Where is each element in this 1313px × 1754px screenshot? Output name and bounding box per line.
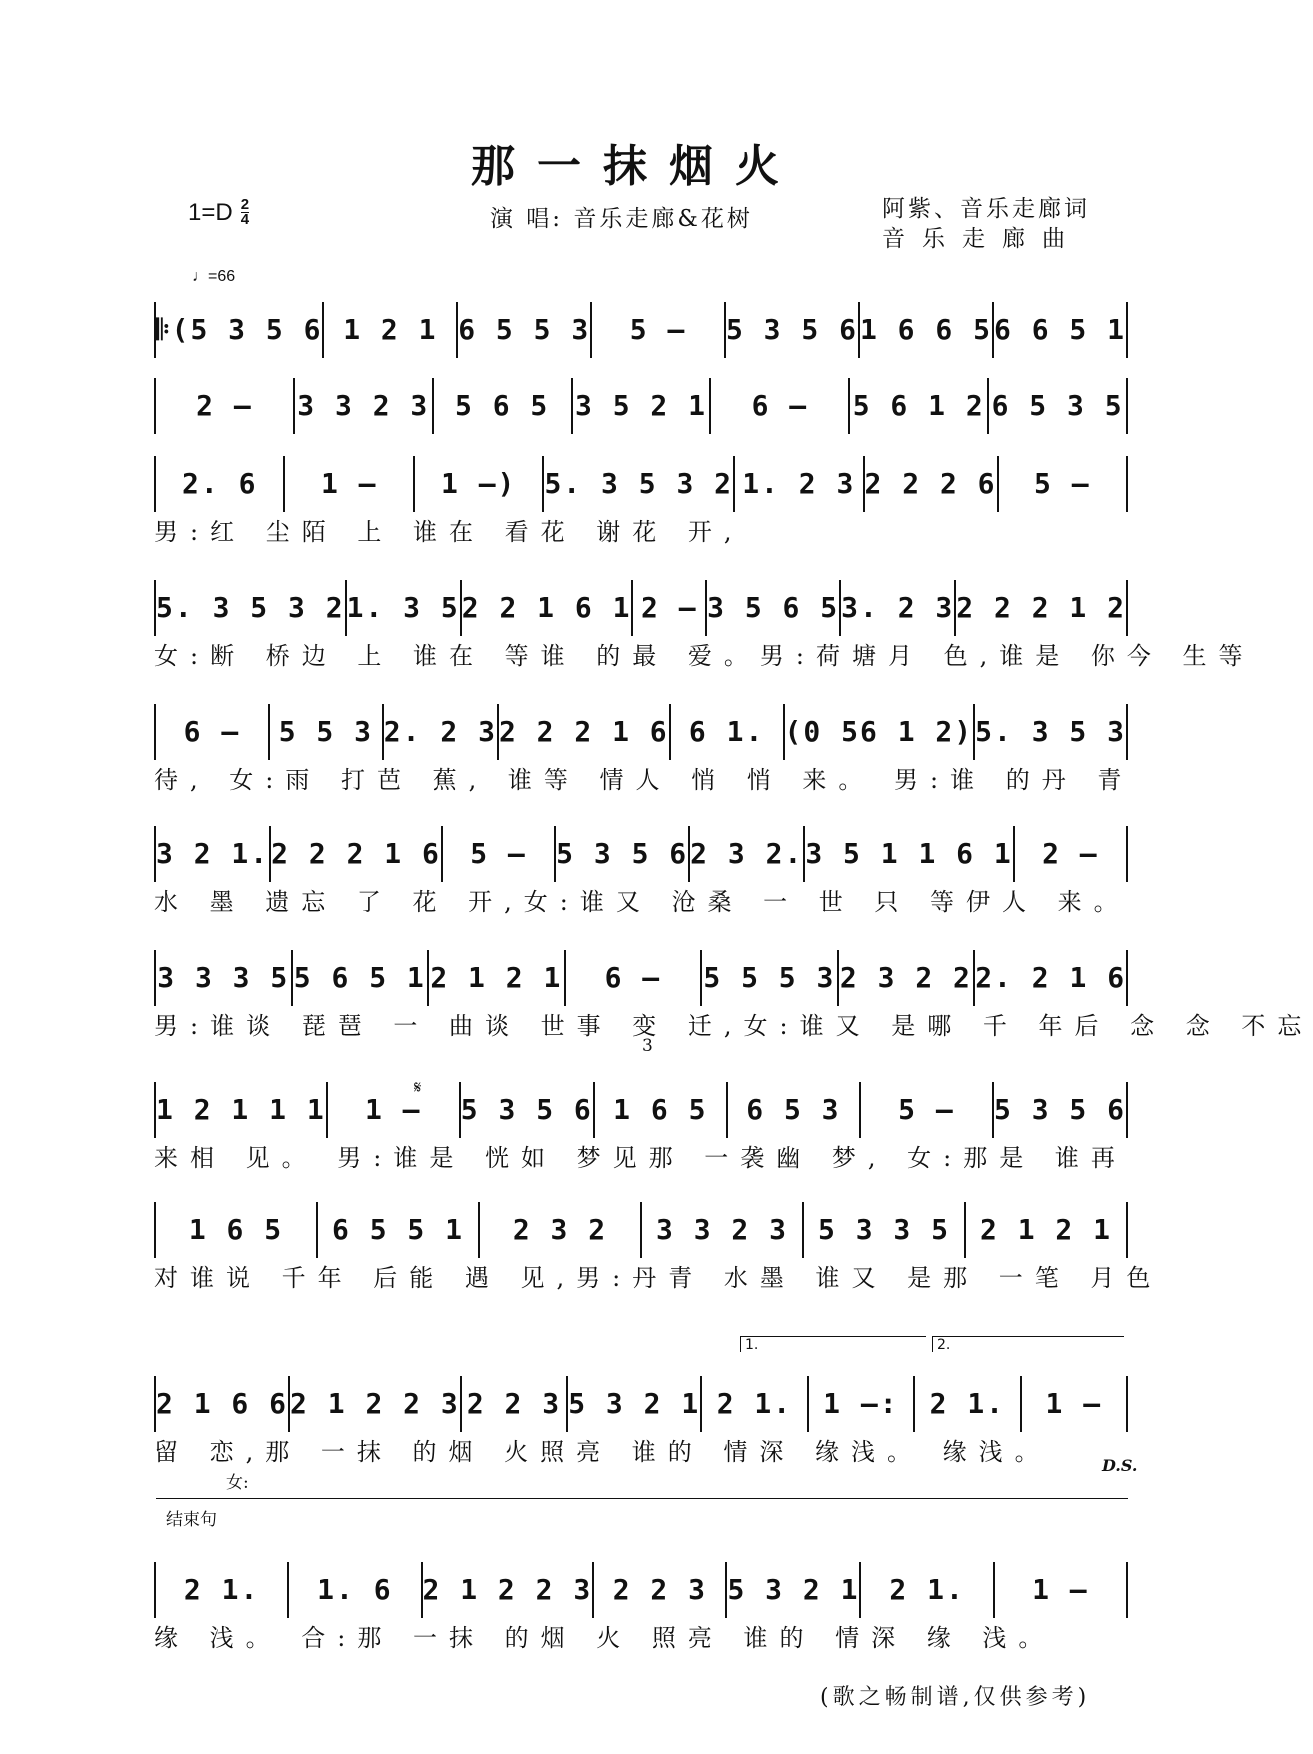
measure: 2 3 2 2: [839, 950, 976, 1006]
measure: 5 –: [861, 1082, 994, 1138]
measure: 5 6 1 2: [850, 378, 989, 434]
measure: 2 1 2 2 3: [290, 1376, 462, 1432]
time-signature-top: 2: [240, 196, 250, 213]
measure: 1 2 1: [324, 302, 458, 358]
measure: 3. 2 3: [841, 580, 956, 636]
measure: 1 –: [328, 1082, 461, 1138]
measure: 5 –: [1033, 467, 1091, 500]
measure: 1 2 1 1 1: [156, 1082, 328, 1138]
measure: 2 1 2 1: [429, 950, 566, 1006]
ds-marker: D.S.: [1102, 1456, 1138, 1475]
measure: 1. 6: [289, 1562, 422, 1618]
measure: 6 5 5 1: [318, 1202, 480, 1258]
measure: 𝄆(5 3 5 6: [156, 302, 324, 358]
measure: 3 5 1 1 6 1: [805, 826, 1014, 882]
staff-system: [154, 1082, 1128, 1138]
measure: 2 1.: [702, 1376, 808, 1432]
measure: 5. 3 5 3: [975, 715, 1126, 748]
staff-system: [154, 378, 1128, 434]
coda-label: 结束句: [156, 1498, 1128, 1530]
lyric-line: 对谁说 千年 后能 遇 见,男:丹青 水墨 谁又 是那 一笔 月色: [154, 1264, 1163, 1292]
song-title: 那一抹烟火: [471, 141, 801, 192]
measure: 1 –: [285, 456, 414, 512]
staff-system: [154, 1562, 1128, 1618]
measure: 3 3 2 3: [642, 1202, 804, 1258]
measure: 1. 2 3: [735, 456, 864, 512]
measure: 2 2 2 1 2: [956, 591, 1126, 624]
measure: 6 –: [711, 378, 850, 434]
footer-note: (歌之畅制谱,仅供参考): [820, 1685, 1091, 1710]
staff-system: [154, 950, 1128, 1006]
measure: 5 6 5 1: [293, 950, 430, 1006]
staff-system: [154, 302, 1128, 358]
measure: 2 2 1 6 1: [462, 580, 634, 636]
staff-system: [154, 1376, 1128, 1432]
measure: 1 –:: [809, 1376, 915, 1432]
measure: 5 3 5 6: [726, 302, 860, 358]
measure: 3 2 1.: [156, 826, 271, 882]
measure: 6 1.: [671, 704, 785, 760]
measure: 5 –: [443, 826, 556, 882]
measure: 3 5 2 1: [573, 378, 712, 434]
lyric-line: 来相 见。 男:谁是 恍如 梦见那 一袭幽 梦, 女:那是 谁再: [154, 1144, 1127, 1172]
singer-credit: 演 唱: 音乐走廊&花树: [490, 206, 753, 232]
measure: 6 5 3: [728, 1082, 861, 1138]
measure: 2 1.: [156, 1562, 289, 1618]
measure: 6 –: [566, 950, 703, 1006]
measure: 5 3 3 5: [804, 1202, 966, 1258]
measure: 1. 3 5: [347, 580, 462, 636]
measure: 2 2 3: [462, 1376, 568, 1432]
lyricist-credit: 阿紫、音乐走廊词: [882, 196, 1090, 222]
staff-system: [154, 826, 1128, 882]
measure: 5 6 5: [434, 378, 573, 434]
lyric-line: 男:红 尘陌 上 谁在 看花 谢花 开,: [154, 518, 744, 546]
measure: 1 –: [1045, 1387, 1103, 1420]
measure: (0 56 1 2): [785, 704, 976, 760]
measure: 5 5 5 3: [702, 950, 839, 1006]
measure: 6 6 5 1: [993, 313, 1126, 346]
measure: 2 2 2 6: [865, 456, 999, 512]
measure: 2 2 2 1 6: [499, 704, 671, 760]
measure: 6 5 3 5: [991, 389, 1124, 422]
time-signature: [241, 198, 249, 227]
staff-system: [154, 456, 1128, 512]
staff-system: [154, 704, 1128, 760]
measure: 5 3 5 6: [556, 826, 690, 882]
measure: 3 5 6 5: [707, 580, 841, 636]
measure: 2 –: [156, 378, 295, 434]
measure: 2 –: [1042, 837, 1099, 870]
measure: 2. 6: [156, 456, 285, 512]
measure: 1 –: [1032, 1573, 1089, 1606]
lyric-line: 缘 浅。 合:那 一抹 的烟 火 照亮 谁的 情深 缘 浅。: [154, 1624, 1055, 1652]
lyric-line: 女:断 桥边 上 谁在 等谁 的最 爱。男:荷塘月 色,谁是 你今 生等: [154, 642, 1255, 670]
measure: 3 3 3 5: [156, 950, 293, 1006]
key-label: 1=D: [188, 198, 233, 226]
lyric-line: 留 恋,那 一抹 的烟 火照亮 谁的 情深 缘浅。 缘浅。: [154, 1438, 1051, 1466]
measure: 2 1.: [915, 1376, 1021, 1432]
measure: 2 1.: [861, 1562, 994, 1618]
measure: 2 1 2 2 3: [423, 1562, 595, 1618]
ending-one-bracket: 1.: [740, 1336, 926, 1352]
volta-three-marker: 3: [642, 1036, 653, 1056]
ending-two-bracket: 2.: [932, 1336, 1124, 1352]
measure: 2. 2 3: [384, 704, 499, 760]
key-signature: [188, 198, 249, 227]
measure: 5 3 5 6: [993, 1093, 1126, 1126]
measure: 6 –: [156, 704, 270, 760]
segno-marker: 𝄋: [414, 1078, 422, 1098]
measure: 3 3 2 3: [295, 378, 434, 434]
measure: 2 1 2 1: [979, 1213, 1112, 1246]
time-signature-bottom: 4: [240, 211, 250, 228]
measure: 2 3 2: [480, 1202, 642, 1258]
lyric-line: 男:谁谈 琵琶 一 曲谈 世事 变 迁,女:谁又 是哪 千 年后 念 念 不忘: [154, 1012, 1313, 1040]
measure: 2 1 6 6: [156, 1376, 290, 1432]
measure: 5 5 3: [270, 704, 384, 760]
measure: 2 2 3: [594, 1562, 727, 1618]
measure: 5 3 2 1: [727, 1562, 861, 1618]
tempo-marking: ♩=66: [192, 268, 236, 285]
composer-credit: 音乐走廊曲: [882, 226, 1082, 252]
measure: 1 6 6 5: [860, 302, 994, 358]
staff-system: [154, 1202, 1128, 1258]
measure: 6 5 5 3: [458, 302, 592, 358]
measure: 5 –: [592, 302, 726, 358]
measure: 2 2 2 1 6: [271, 826, 443, 882]
lyric-line: 待, 女:雨 打芭 蕉, 谁等 情人 悄 悄 来。 男:谁 的丹 青: [154, 766, 1134, 794]
measure: 5. 3 5 3 2: [544, 456, 735, 512]
measure: 1 6 5: [156, 1202, 318, 1258]
measure: 2 –: [633, 580, 707, 636]
lyric-line: 水 墨 遗忘 了 花 开,女:谁又 沧桑 一 世 只 等伊人 来。: [154, 888, 1130, 916]
measure: 1 6 5: [595, 1082, 728, 1138]
measure: 5 3 2 1: [568, 1376, 702, 1432]
measure: 2. 2 1 6: [975, 961, 1127, 994]
measure: 1 –): [415, 456, 544, 512]
measure: 5 3 5 6: [461, 1082, 595, 1138]
female-tag: 女:: [226, 1473, 249, 1493]
staff-system: [154, 580, 1128, 636]
measure: 5. 3 5 3 2: [156, 580, 347, 636]
measure: 2 3 2.: [690, 826, 805, 882]
